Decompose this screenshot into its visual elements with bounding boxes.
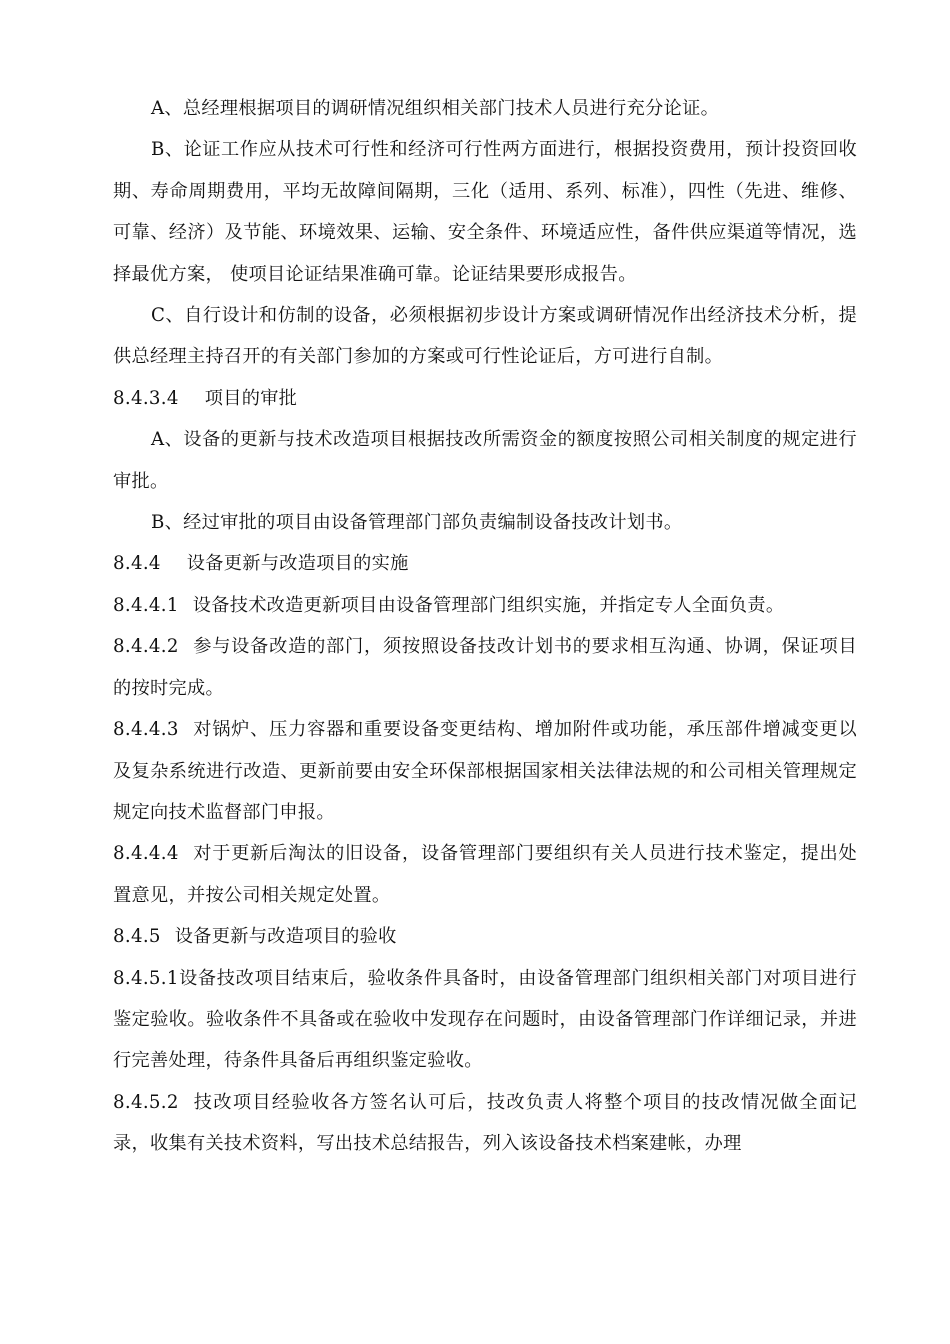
section-title: 项目的审批	[204, 387, 298, 409]
clause-text: 参与设备改造的部门，须按照设备技改计划书的要求相互沟通、协调，保证项目的按时完成。	[113, 636, 857, 699]
clause-number: 8.4.4.1	[113, 594, 179, 616]
section-heading-845	[113, 916, 857, 957]
section-heading-8434	[113, 378, 857, 419]
section-number: 8.4.4	[113, 553, 161, 575]
paragraph-b-feasibility: B、论证工作应从技术可行性和经济可行性两方面进行，根据投资费用，预计投资回收期、寿命周期费用，平均无故障间隔期，三化（适用、系列、标准），四性（先进、维修、可靠、经济）及节能、环境效果、运输、安全条件、环境适应性，备件供应渠道等情况，选择最优方案， 使项目论证结果准确可靠。论证结果要形成报告。	[113, 139, 857, 285]
clause-text: 设备技改项目结束后，验收条件具备时，由设备管理部门组织相关部门对项目进行鉴定验收。验收条件不具备或在验收中发现存在问题时，由设备管理部门作详细记录，并进行完善处理，待条件具备后再组织鉴定验收。	[113, 967, 857, 1072]
clause-text: 设备技术改造更新项目由设备管理部门组织实施，并指定专人全面负责。	[192, 594, 785, 616]
document-page	[113, 88, 857, 1165]
clause-8442	[113, 626, 857, 709]
clause-8451	[113, 958, 857, 1082]
paragraph-c-self-design: C、自行设计和仿制的设备，必须根据初步设计方案或调研情况作出经济技术分析，提供总经理主持召开的有关部门参加的方案或可行性论证后，方可进行自制。	[113, 305, 857, 368]
clause-8441	[113, 585, 857, 626]
clause-number: 8.4.4.4	[113, 843, 179, 865]
clause-number: 8.4.5.1	[113, 967, 179, 989]
section-number: 8.4.5	[113, 926, 161, 948]
section-title: 设备更新与改造项目的验收	[174, 926, 397, 948]
paragraph-a-review: A、总经理根据项目的调研情况组织相关部门技术人员进行充分论证。	[151, 98, 720, 119]
clause-number: 8.4.4.2	[113, 636, 179, 658]
section-number: 8.4.3.4	[113, 387, 179, 409]
clause-number: 8.4.5.2	[113, 1091, 179, 1113]
section-heading-844	[113, 543, 857, 584]
clause-text: 对锅炉、压力容器和重要设备变更结构、增加附件或功能，承压部件增减变更以及复杂系统进行改造、更新前要由安全环保部根据国家相关法律法规的和公司相关管理规定规定向技术监督部门申报。	[113, 719, 857, 823]
clause-text: 对于更新后淘汰的旧设备，设备管理部门要组织有关人员进行技术鉴定，提出处置意见，并按公司相关规定处置。	[113, 843, 857, 906]
paragraph-a-approval: A、设备的更新与技术改造项目根据技改所需资金的额度按照公司相关制度的规定进行审批。	[113, 429, 857, 492]
clause-8444	[113, 833, 857, 916]
clause-number: 8.4.4.3	[113, 719, 179, 741]
clause-text: 技改项目经验收各方签名认可后，技改负责人将整个项目的技改情况做全面记录，收集有关技术资料，写出技术总结报告，列入该设备技术档案建帐，办理	[113, 1091, 857, 1155]
clause-8443	[113, 709, 857, 833]
paragraph-b-approval: B、经过审批的项目由设备管理部门部负责编制设备技改计划书。	[151, 512, 683, 534]
clause-8452	[113, 1082, 857, 1165]
section-title: 设备更新与改造项目的实施	[186, 553, 409, 575]
